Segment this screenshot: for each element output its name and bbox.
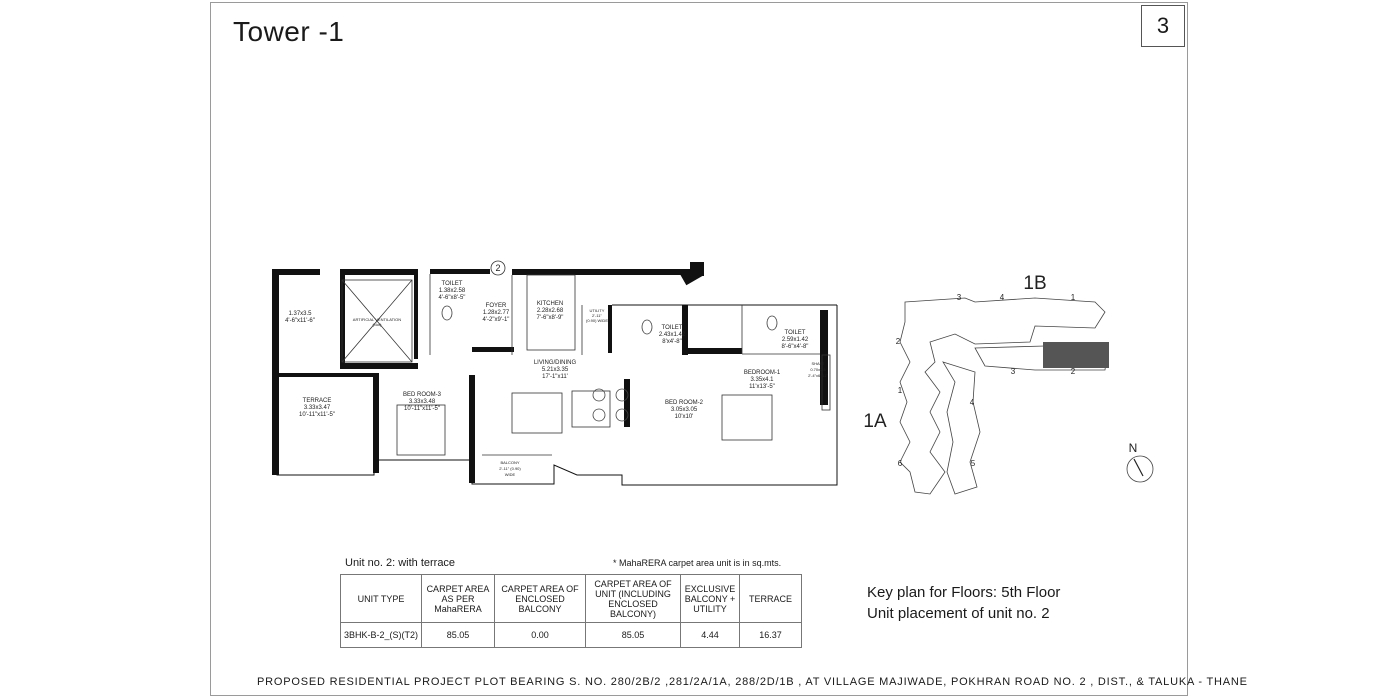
cell-carpet-incl-balcony: 85.05: [586, 623, 681, 648]
room-label-toilet-b: TOILET: [661, 325, 683, 331]
room-imp-toilet-c: 8'-6"x4'-8": [781, 344, 809, 350]
room-imp-bedroom-3: 10'-11"x11'-5": [403, 406, 441, 412]
area-table-header-row: [341, 575, 802, 623]
floor-plan: [262, 255, 842, 495]
room-imp-utility: (0.90) WIDE: [585, 318, 609, 323]
key-unit-number: 3: [1010, 367, 1016, 376]
key-plan-labels: [896, 293, 1076, 468]
header-carpet-incl-balcony: CARPET AREA OF UNIT (INCLUDING ENCLOSED BALCONY): [586, 575, 681, 623]
key-unit-number: 2: [895, 337, 901, 346]
room-dims-bedroom-1: 3.35x4.1: [750, 377, 774, 383]
unit-marker: [491, 261, 505, 275]
room-label-bedroom-2: BED ROOM-2: [664, 400, 704, 406]
unit-marker-text: 2: [495, 263, 501, 273]
header-exclusive-balcony: EXCLUSIVE BALCONY + UTILITY: [681, 575, 740, 623]
room-label-living: LIVING/DINING: [533, 360, 577, 366]
project-footer: PROPOSED RESIDENTIAL PROJECT PLOT BEARING S. NO. 280/2B/2 ,281/2A/1A, 288/2D/1B , AT VILLAGE MAJIWADE, POKHRAN ROAD NO. 2 , DIST., & TALUKA - THANE: [257, 676, 1248, 688]
room-dims-terrace: 3.33x3.47: [303, 405, 331, 411]
room-dims-foyer: 1.28x2.77: [482, 310, 510, 316]
header-unit-type: UNIT TYPE: [341, 575, 422, 623]
north-label: N: [1128, 441, 1138, 455]
room-imp-toilet-a: 4'-6"x8'-5": [438, 295, 466, 301]
area-table-row: [341, 623, 802, 648]
area-table: [340, 574, 802, 648]
key-unit-number: 6: [897, 459, 903, 468]
room-label-bedroom-1: BEDROOM-1: [743, 370, 781, 376]
room-label-shaft: SHAFT: [811, 361, 825, 366]
room-dims-passage: 1.37x3.5: [288, 311, 312, 317]
cell-unit-type: 3BHK-B-2_(S)(T2): [341, 623, 422, 648]
page-number-box: 3: [1141, 5, 1185, 47]
header-terrace: TERRACE: [740, 575, 802, 623]
room-dims-bedroom-2: 3.05x3.05: [670, 407, 698, 413]
room-imp-toilet-b: 8'x4'-8": [662, 339, 682, 345]
unit-caption: Unit no. 2: with terrace: [345, 557, 456, 569]
key-unit-number: 2: [1070, 367, 1076, 376]
room-dims-kitchen: 2.28x2.68: [536, 308, 564, 314]
key-unit-number: 4: [999, 293, 1005, 302]
key-plan: [855, 262, 1165, 502]
tower-label-1a: 1A: [863, 411, 887, 432]
room-imp-balcony: WIDE: [504, 472, 516, 477]
room-dims-toilet-b: 2.43x1.42: [658, 332, 686, 338]
room-imp-living: 17'-1"x11': [542, 374, 568, 380]
room-imp-bedroom-2: 10'x10': [674, 414, 694, 420]
room-dims-vent: (Not): [372, 322, 382, 327]
room-dims-utility: 2'-11": [592, 313, 602, 318]
key-plan-floors: Key plan for Floors: 5th Floor: [867, 584, 1061, 601]
room-labels: [285, 281, 828, 477]
room-imp-kitchen: 7'-6"x8'-9": [536, 315, 564, 321]
key-plan-description: [867, 582, 1060, 624]
room-label-foyer: FOYER: [485, 303, 507, 309]
room-label-bedroom-3: BED ROOM-3: [402, 392, 442, 398]
key-unit-number: 5: [970, 459, 976, 468]
key-unit-number: 1: [897, 386, 903, 395]
unit-highlight: [1043, 342, 1109, 368]
room-label-terrace: TERRACE: [302, 398, 332, 404]
room-dims-toilet-c: 2.59x1.42: [781, 337, 809, 343]
north-arrow: [1127, 441, 1153, 482]
room-label-toilet-c: TOILET: [784, 330, 806, 336]
room-dims-bedroom-3: 3.33x3.48: [408, 399, 436, 405]
key-plan-unit-placement: Unit placement of unit no. 2: [867, 605, 1050, 622]
room-dims-balcony: 2'-11" (0.90): [499, 466, 521, 471]
room-label-vent: ARTIFICIAL VENTILATION: [352, 317, 402, 322]
header-carpet-area: CARPET AREA AS PER MahaRERA: [422, 575, 495, 623]
room-label-utility: UTILITY: [589, 308, 605, 313]
room-label-balcony: BALCONY: [500, 460, 520, 465]
cell-enclosed-balcony: 0.00: [495, 623, 586, 648]
room-label-kitchen: KITCHEN: [536, 301, 564, 307]
room-imp-shaft: 2'-4"x6'-11": [808, 373, 828, 378]
cell-carpet-area: 85.05: [422, 623, 495, 648]
tower-label-1b: 1B: [1023, 273, 1047, 294]
room-imp-terrace: 10'-11"x11'-5": [298, 412, 336, 418]
key-unit-number: 3: [956, 293, 962, 302]
room-dims-toilet-a: 1.38x2.58: [438, 288, 466, 294]
header-enclosed-balcony: CARPET AREA OF ENCLOSED BALCONY: [495, 575, 586, 623]
sheet-title: Tower -1: [233, 16, 345, 47]
key-plan-buildings: [897, 298, 1107, 494]
room-label-toilet-a: TOILET: [441, 281, 463, 287]
room-dims-living: 5.21x3.35: [541, 367, 569, 373]
room-imp-foyer: 4'-2"x9'-1": [482, 317, 510, 323]
room-imp-passage: 4'-6"x11'-6": [285, 318, 315, 324]
room-imp-bedroom-1: 11'x13'-5": [749, 384, 775, 390]
key-unit-number: 1: [1070, 293, 1076, 302]
rera-note: * MahaRERA carpet area unit is in sq.mts.: [613, 558, 782, 568]
room-dims-shaft: 0.70x2.3: [810, 367, 826, 372]
cell-exclusive-balcony: 4.44: [681, 623, 740, 648]
key-unit-number: 4: [969, 398, 975, 407]
cell-terrace: 16.37: [740, 623, 802, 648]
